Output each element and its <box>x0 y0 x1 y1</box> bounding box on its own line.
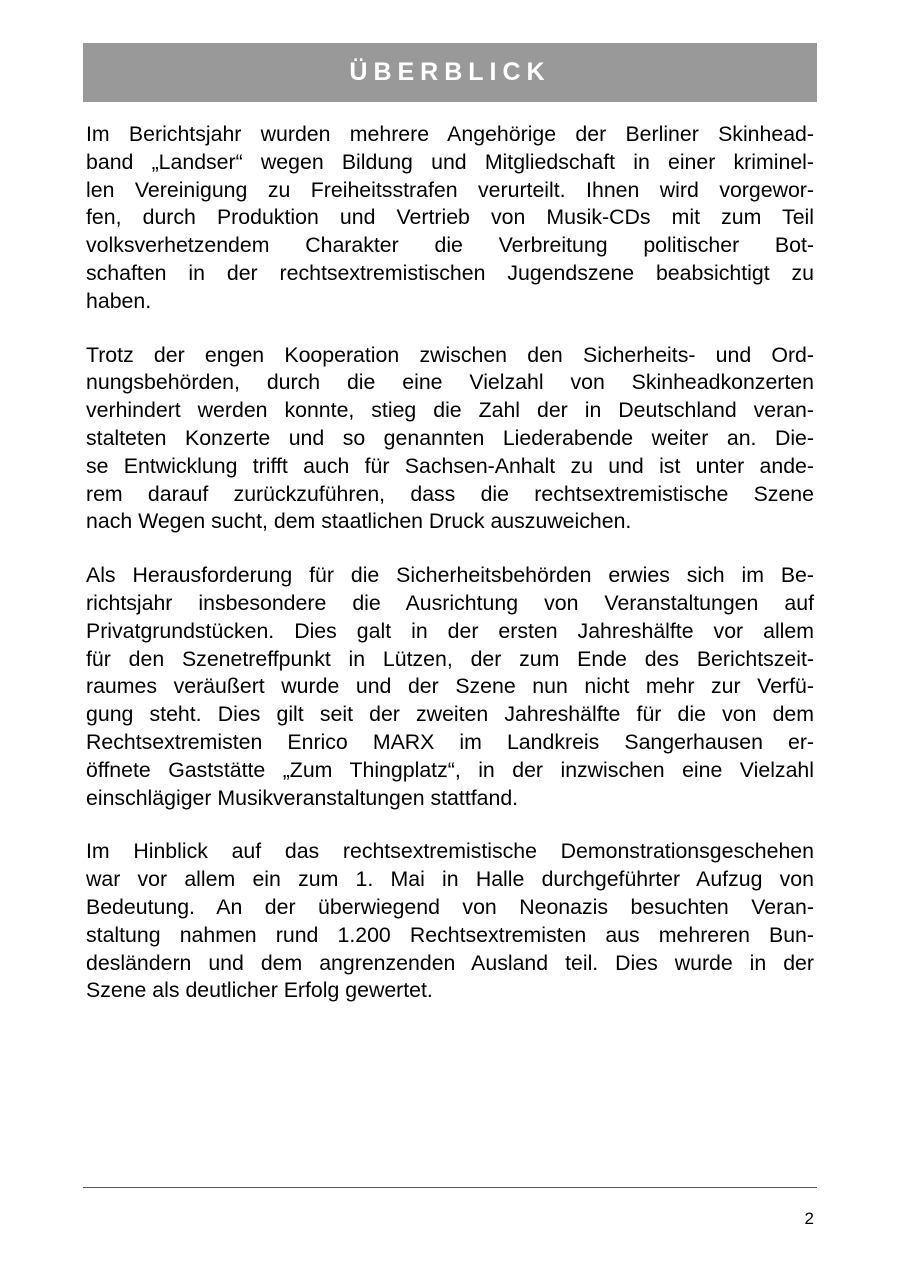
paragraph <box>86 342 814 537</box>
text-line: se Entwicklung trifft auch für Sachsen-Anhalt zu und ist unter ande- <box>86 453 814 478</box>
paragraph <box>86 121 814 316</box>
text-line: Im Hinblick auf das rechtsextremistische Demonstrationsgeschehen <box>86 839 814 864</box>
text-line: Privatgrundstücken. Dies galt in der ersten Jahreshälfte vor allem <box>86 618 814 643</box>
text-line: war vor allem ein zum 1. Mai in Halle durchgeführter Aufzug von <box>86 867 814 892</box>
section-header-bar <box>83 43 817 102</box>
footer-divider <box>83 1187 817 1188</box>
paragraph <box>86 838 814 1005</box>
text-line: volksverhetzendem Charakter die Verbreitung politischer Bot- <box>86 233 814 258</box>
text-line: Rechtsextremisten Enrico MARX im Landkreis Sangerhausen er- <box>86 729 814 754</box>
text-line: Im Berichtsjahr wurden mehrere Angehörige der Berliner Skinhead- <box>86 122 814 146</box>
page-number: 2 <box>804 1209 814 1228</box>
text-line: öffnete Gaststätte „Zum Thingplatz“, in der inzwischen eine Vielzahl <box>86 757 814 782</box>
text-line: für den Szenetreffpunkt in Lützen, der zum Ende des Berichtszeit- <box>86 646 814 671</box>
section-title: ÜBERBLICK <box>349 58 551 86</box>
text-line: rem darauf zurückzuführen, dass die rechtsextremistische Szene <box>86 481 814 506</box>
text-line: gung steht. Dies gilt seit der zweiten Jahreshälfte für die von dem <box>86 702 814 727</box>
paragraph <box>86 562 814 812</box>
text-line: Szene als deutlicher Erfolg gewertet. <box>86 978 433 1003</box>
text-line: stalteten Konzerte und so genannten Liederabende weiter an. Die- <box>86 425 814 450</box>
text-line: nungsbehörden, durch die eine Vielzahl von Skinheadkonzerten <box>86 370 814 395</box>
text-line: Trotz der engen Kooperation zwischen den Sicherheits- und Ord- <box>86 342 814 367</box>
text-line: staltung nahmen rund 1.200 Rechtsextremisten aus mehreren Bun- <box>86 922 814 947</box>
text-line: verhindert werden konnte, stieg die Zahl der in Deutschland veran- <box>86 398 814 423</box>
text-line: band „Landser“ wegen Bildung und Mitgliedschaft in einer kriminel- <box>86 149 814 174</box>
text-line: raumes veräußert wurde und der Szene nun nicht mehr zur Verfü- <box>86 674 814 699</box>
text-line: richtsjahr insbesondere die Ausrichtung von Veranstaltungen auf <box>86 590 814 615</box>
text-line: schaften in der rechtsextremistischen Jugendszene beabsichtigt zu <box>86 260 814 285</box>
text-line: haben. <box>86 288 152 313</box>
text-line: fen, durch Produktion und Vertrieb von Musik-CDs mit zum Teil <box>86 205 814 230</box>
text-line: nach Wegen sucht, dem staatlichen Druck auszuweichen. <box>86 509 632 534</box>
text-line: Bedeutung. An der überwiegend von Neonazis besuchten Veran- <box>86 894 814 919</box>
text-line: desländern und dem angrenzenden Ausland teil. Dies wurde in der <box>86 950 814 975</box>
text-line: len Vereinigung zu Freiheitsstrafen verurteilt. Ihnen wird vorgewor- <box>86 177 814 202</box>
body-text <box>86 121 814 1031</box>
text-line: einschlägiger Musikveranstaltungen stattfand. <box>86 785 519 810</box>
text-line: Als Herausforderung für die Sicherheitsbehörden erwies sich im Be- <box>86 563 814 588</box>
